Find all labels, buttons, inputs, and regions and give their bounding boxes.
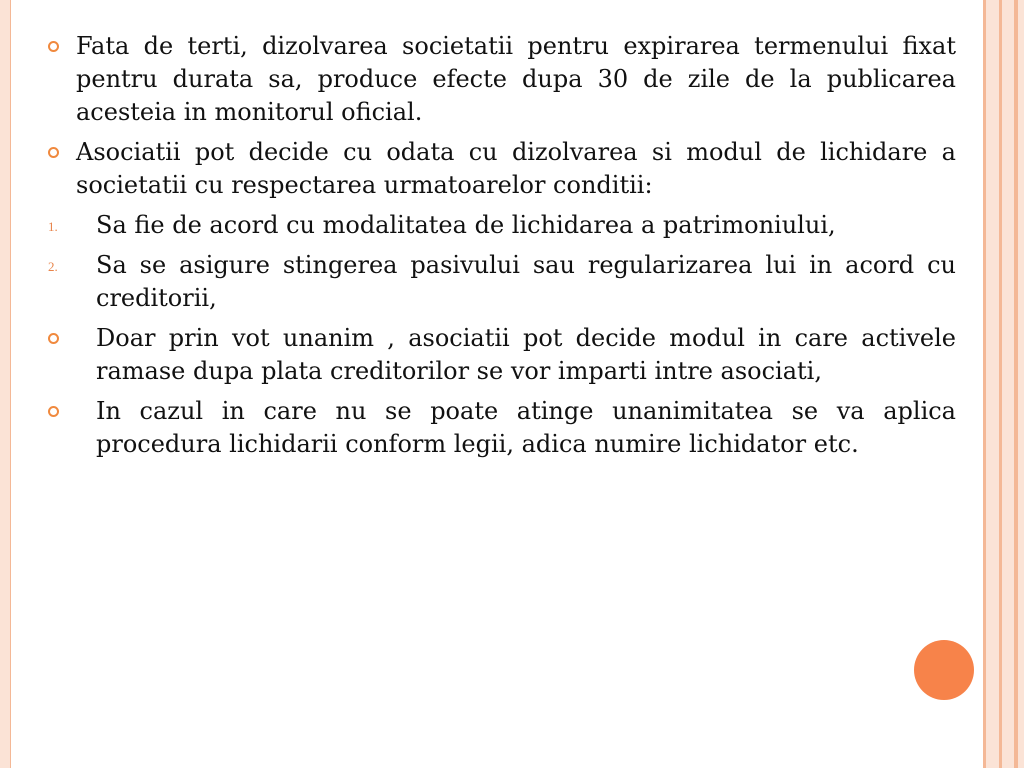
bullet-ring-icon	[48, 41, 59, 52]
bullet-item	[46, 136, 956, 202]
right-decorative-frame	[974, 0, 1024, 768]
slide-body	[46, 30, 956, 468]
bullet-item	[46, 395, 956, 461]
frame-band	[1002, 0, 1014, 768]
bullet-text: Doar prin vot unanim , asociatii pot decide modul in care activele ramase dupa plata creditorilor se vor imparti intre asociati,	[96, 324, 956, 385]
bullet-text: Asociatii pot decide cu odata cu dizolvarea si modul de lichidare a societatii cu respectarea urmatoarelor conditii:	[76, 138, 956, 199]
left-decorative-stripe	[0, 0, 11, 768]
numbered-text: Sa se asigure stingerea pasivului sau regularizarea lui in acord cu creditorii,	[96, 251, 956, 312]
list-number: 1.	[48, 219, 58, 234]
bullet-text: Fata de terti, dizolvarea societatii pentru expirarea termenului fixat pentru durata sa, produce efecte dupa 30 de zile de la publicarea acesteia in monitorul oficial.	[76, 32, 956, 126]
bullet-ring-icon	[48, 147, 59, 158]
numbered-item	[46, 249, 956, 315]
bullet-ring-icon	[48, 333, 59, 344]
bullet-item	[46, 322, 956, 388]
bullet-ring-icon	[48, 406, 59, 417]
list-number: 2.	[48, 259, 58, 274]
numbered-text: Sa fie de acord cu modalitatea de lichidarea a patrimoniului,	[96, 211, 836, 239]
bullet-item	[46, 30, 956, 129]
frame-band	[1018, 0, 1024, 768]
decorative-circle-icon	[914, 640, 974, 700]
bullet-text: In cazul in care nu se poate atinge unanimitatea se va aplica procedura lichidarii conform legii, adica numire lichidator etc.	[96, 397, 956, 458]
frame-band	[986, 0, 999, 768]
numbered-item	[46, 209, 956, 242]
